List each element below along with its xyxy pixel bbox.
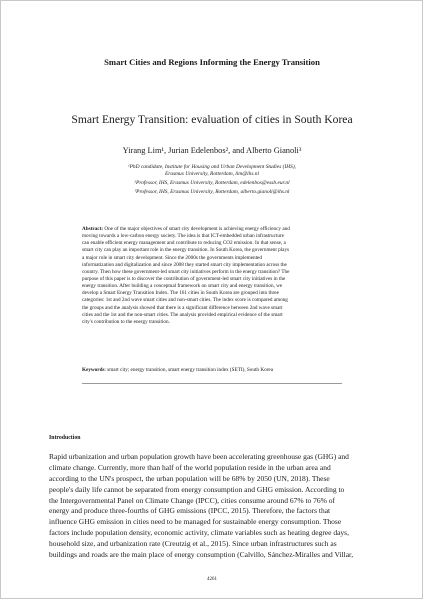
abstract <box>82 226 342 326</box>
affiliation-1-cont: Erasmus University, Rotterdam, lim@ihs.nl <box>164 171 259 177</box>
abstract-line: energy transition. After building a conceptual framework on smart city and energy transition, we <box>82 283 283 290</box>
keywords-label: Keywords <box>82 367 105 373</box>
abstract-line: city's contribution to the energy transition. <box>82 318 170 325</box>
abstract-line: cities and the 1st and the non-smart cities. The analysis provided empirical evidence of the smart <box>82 311 283 318</box>
abstract-line: purpose of this paper is to discover the contribution of government-led smart city initiatives in the <box>82 275 286 282</box>
body-line: the Intergovernmental Panel on Climate Change (IPCC), cities consume around 67% to 76% of <box>49 495 336 505</box>
affiliation-1: ¹PhD candidate, Institute for Housing and Urban Development Studies (IHS), <box>128 164 296 170</box>
body-line: energy and produce three-fourths of GHG emissions (IPCC, 2015). Therefore, the factors that <box>49 506 331 516</box>
abstract-line: categories: 1st and 2nd wave smart cities and non-smart cities. The index score is compared among <box>82 297 288 304</box>
abstract-line: smart city can play an important role in the energy transition. In South Korea, the government plays <box>82 247 290 254</box>
paper-title: Smart Energy Transition: evaluation of cities in South Korea <box>71 113 353 126</box>
body-line: buildings and roads are the main place of energy consumption (Calvillo, Sánchez-Miralles and Villar, <box>49 550 354 560</box>
abstract-divider <box>82 383 342 384</box>
body-line: Rapid urbanization and urban population growth have been accelerating greenhouse gas (GHG) and <box>49 452 349 461</box>
running-head: Smart Cities and Regions Informing the Energy Transition <box>104 57 320 67</box>
abstract-line: Abstract: One of the major objectives of smart city development is achieving energy efficiency and <box>82 226 290 232</box>
author-list: Yirang Lim¹, Jurian Edelenbos², and Alberto Gianoli³ <box>122 146 302 155</box>
abstract-line: informatization and digitalization and since 2008 they started smart city implementation across the <box>82 261 287 268</box>
body-paragraph <box>49 452 375 561</box>
body-line: influence GHG emission in cities need to be managed for sustainable energy consumption. Those <box>49 517 342 527</box>
keywords-text: : smart city; energy transition, smart energy transition index (SETI), South Korea <box>104 367 273 373</box>
abstract-line: can enable efficient energy management and contribute to reducing CO2 emission. In that sense, a <box>82 240 286 247</box>
body-line: according to the UN's prospect, the urban population will be 68% by 2050 (UN, 2018). These <box>49 473 330 483</box>
affiliation-2: ²Professor, IHS, Erasmus University, Rotterdam, edelenbos@essb.eur.nl <box>134 180 290 186</box>
abstract-line: moving towards a low-carbon energy society. The idea is that ICT-embedded urban infrastructure <box>82 233 284 240</box>
body-line: climate change. Currently, more than half of the world population reside in the urban area and <box>49 462 331 472</box>
abstract-line: the groups and the analysis showed that there is a significant difference between 2nd wave smart <box>82 304 283 311</box>
abstract-line: a major role in smart city development. Since the 2000s the governments implemented <box>82 254 262 261</box>
abstract-line: develop a Smart Energy Transition Index. The 161 cities in South Korea are grouped into three <box>82 290 279 297</box>
page-number: 4261 <box>207 577 217 582</box>
abstract-line: country. Then how these government-led smart city initiatives perform in the energy transition? The <box>82 268 290 275</box>
abstract-label: Abstract: <box>82 226 104 232</box>
body-line: people's daily life cannot be separated from energy consumption and GHG emission. According to <box>49 484 345 494</box>
affiliation-3: ³Professor, IHS, Erasmus University, Rotterdam, alberto.gianoli@ihs.nl <box>134 189 290 195</box>
section-heading: Introduction <box>49 435 81 441</box>
body-line: factors include population density, economic activity, climate variables such as heating degree days, <box>49 528 349 538</box>
keywords <box>82 367 342 374</box>
body-line: household size, and urbanization rate (Creutzig et al., 2015). Since urban infrastructures such as <box>49 539 337 549</box>
